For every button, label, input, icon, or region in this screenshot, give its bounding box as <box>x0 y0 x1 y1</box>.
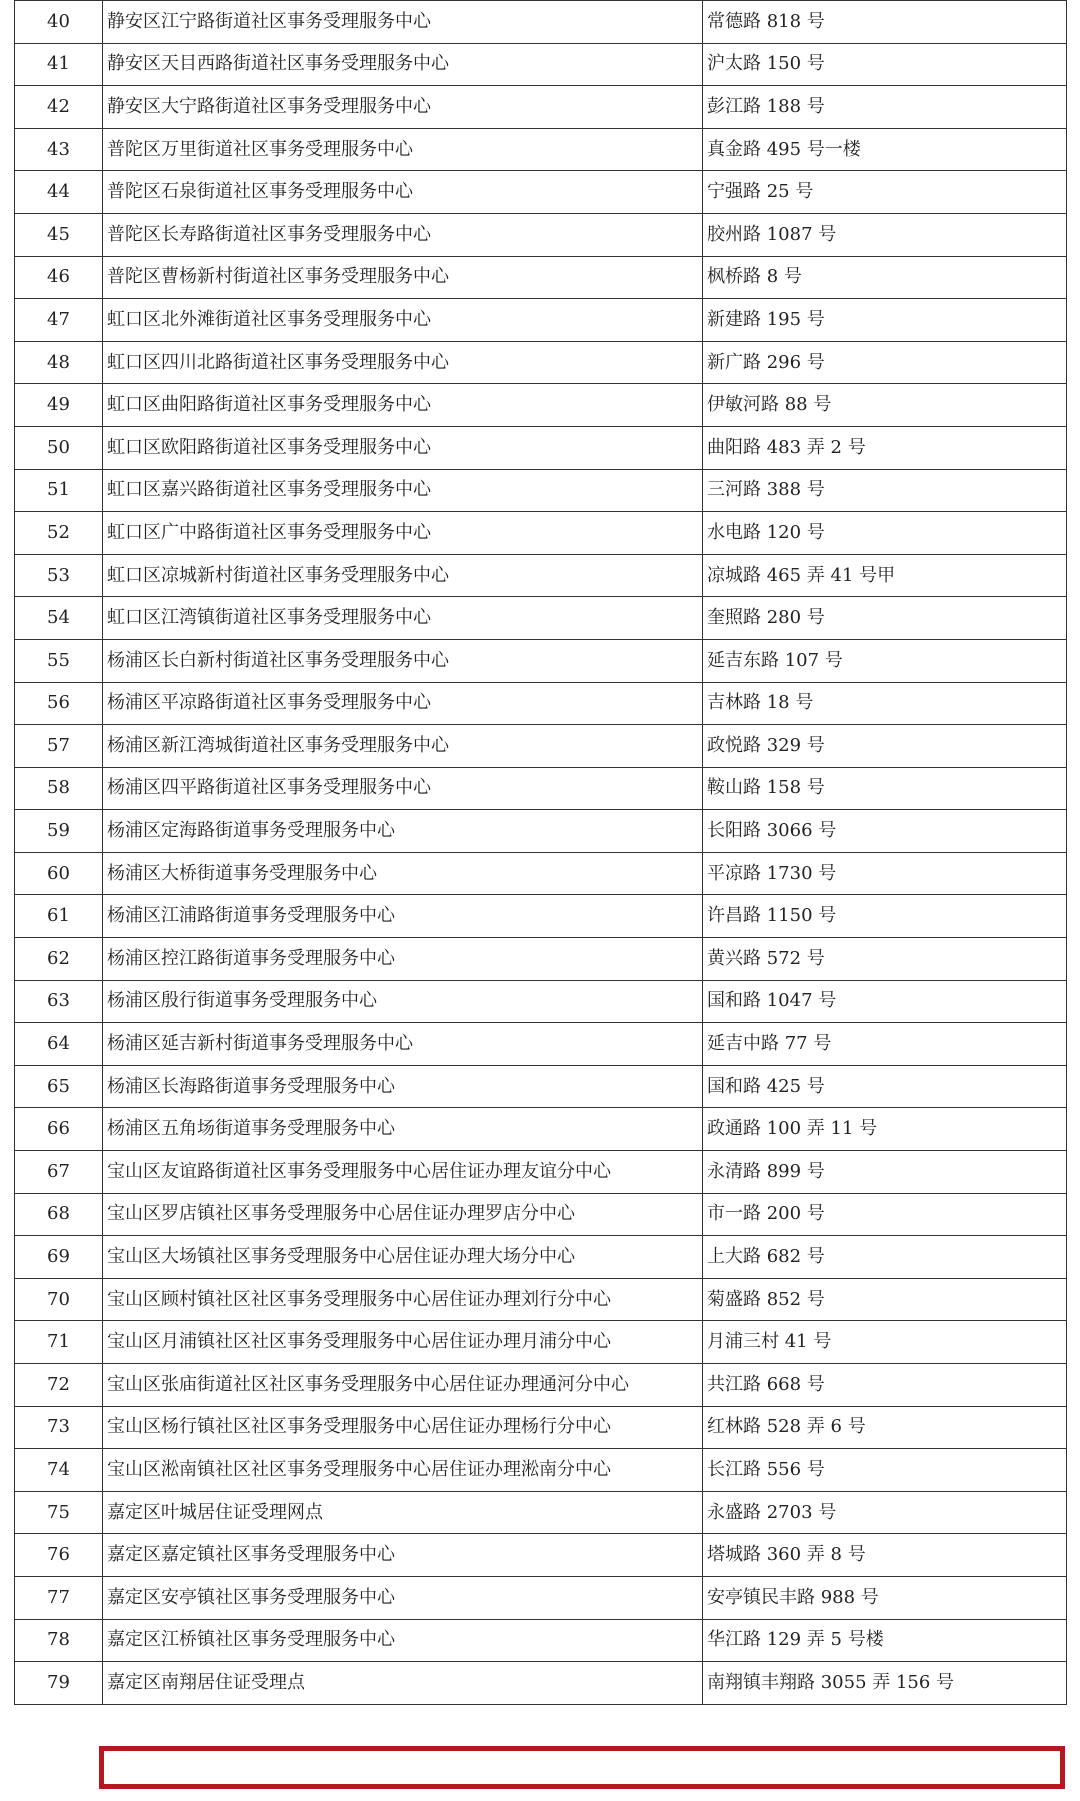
center-address: 黄兴路 572 号 <box>703 938 1067 981</box>
table-row <box>15 1534 1067 1577</box>
table-row <box>15 341 1067 384</box>
center-address: 塔城路 360 弄 8 号 <box>703 1534 1067 1577</box>
table-row <box>15 1023 1067 1066</box>
row-number: 68 <box>15 1193 103 1236</box>
row-number: 42 <box>15 86 103 129</box>
table-row <box>15 1662 1067 1705</box>
table-row <box>15 1 1067 44</box>
center-address: 奎照路 280 号 <box>703 597 1067 640</box>
center-name: 虹口区凉城新村街道社区事务受理服务中心 <box>103 554 703 597</box>
row-number: 76 <box>15 1534 103 1577</box>
center-address: 真金路 495 号一楼 <box>703 128 1067 171</box>
table-row <box>15 938 1067 981</box>
row-number: 67 <box>15 1151 103 1194</box>
center-name: 宝山区顾村镇社区社区事务受理服务中心居住证办理刘行分中心 <box>103 1278 703 1321</box>
table-body <box>15 1 1067 1705</box>
center-name: 宝山区淞南镇社区社区事务受理服务中心居住证办理淞南分中心 <box>103 1449 703 1492</box>
center-name: 静安区天目西路街道社区事务受理服务中心 <box>103 43 703 86</box>
table-row <box>15 384 1067 427</box>
center-address: 政通路 100 弄 11 号 <box>703 1108 1067 1151</box>
center-name: 杨浦区长白新村街道社区事务受理服务中心 <box>103 639 703 682</box>
center-address: 新广路 296 号 <box>703 341 1067 384</box>
center-name: 虹口区江湾镇街道社区事务受理服务中心 <box>103 597 703 640</box>
table-row <box>15 1321 1067 1364</box>
table-row <box>15 597 1067 640</box>
table-row <box>15 1278 1067 1321</box>
center-address: 南翔镇丰翔路 3055 弄 156 号 <box>703 1662 1067 1705</box>
center-address: 胶州路 1087 号 <box>703 213 1067 256</box>
row-number: 44 <box>15 171 103 214</box>
center-address: 菊盛路 852 号 <box>703 1278 1067 1321</box>
center-name: 宝山区杨行镇社区社区事务受理服务中心居住证办理杨行分中心 <box>103 1406 703 1449</box>
table-row <box>15 725 1067 768</box>
center-name: 杨浦区新江湾城街道社区事务受理服务中心 <box>103 725 703 768</box>
table-row <box>15 1151 1067 1194</box>
row-number: 49 <box>15 384 103 427</box>
table-row <box>15 469 1067 512</box>
center-name: 杨浦区殷行街道事务受理服务中心 <box>103 980 703 1023</box>
row-number: 74 <box>15 1449 103 1492</box>
row-number: 55 <box>15 639 103 682</box>
table-row <box>15 1364 1067 1407</box>
center-address: 安亭镇民丰路 988 号 <box>703 1576 1067 1619</box>
table-row <box>15 256 1067 299</box>
center-name: 静安区江宁路街道社区事务受理服务中心 <box>103 1 703 44</box>
table-row <box>15 43 1067 86</box>
row-number: 72 <box>15 1364 103 1407</box>
center-name: 宝山区友谊路街道社区事务受理服务中心居住证办理友谊分中心 <box>103 1151 703 1194</box>
center-address: 长阳路 3066 号 <box>703 810 1067 853</box>
row-number: 78 <box>15 1619 103 1662</box>
table-row <box>15 213 1067 256</box>
table-row <box>15 171 1067 214</box>
row-number: 40 <box>15 1 103 44</box>
center-address: 水电路 120 号 <box>703 512 1067 555</box>
row-number: 66 <box>15 1108 103 1151</box>
row-number: 58 <box>15 767 103 810</box>
center-name: 宝山区大场镇社区事务受理服务中心居住证办理大场分中心 <box>103 1236 703 1279</box>
center-address: 政悦路 329 号 <box>703 725 1067 768</box>
center-name: 虹口区欧阳路街道社区事务受理服务中心 <box>103 426 703 469</box>
center-name: 嘉定区叶城居住证受理网点 <box>103 1491 703 1534</box>
row-number: 61 <box>15 895 103 938</box>
table-row <box>15 426 1067 469</box>
row-number: 60 <box>15 852 103 895</box>
center-address: 国和路 1047 号 <box>703 980 1067 1023</box>
row-number: 56 <box>15 682 103 725</box>
row-number: 63 <box>15 980 103 1023</box>
center-name: 虹口区北外滩街道社区事务受理服务中心 <box>103 299 703 342</box>
center-address: 延吉东路 107 号 <box>703 639 1067 682</box>
center-name: 杨浦区江浦路街道事务受理服务中心 <box>103 895 703 938</box>
center-address: 彭江路 188 号 <box>703 86 1067 129</box>
center-address: 永清路 899 号 <box>703 1151 1067 1194</box>
center-address: 华江路 129 弄 5 号楼 <box>703 1619 1067 1662</box>
table-row <box>15 767 1067 810</box>
row-number: 77 <box>15 1576 103 1619</box>
table-row <box>15 852 1067 895</box>
center-address: 许昌路 1150 号 <box>703 895 1067 938</box>
highlight-box <box>99 1746 1065 1789</box>
center-name: 虹口区四川北路街道社区事务受理服务中心 <box>103 341 703 384</box>
center-name: 嘉定区江桥镇社区事务受理服务中心 <box>103 1619 703 1662</box>
table-row <box>15 639 1067 682</box>
center-name: 杨浦区平凉路街道社区事务受理服务中心 <box>103 682 703 725</box>
center-address: 宁强路 25 号 <box>703 171 1067 214</box>
center-name: 普陀区曹杨新村街道社区事务受理服务中心 <box>103 256 703 299</box>
table-row <box>15 980 1067 1023</box>
center-address: 曲阳路 483 弄 2 号 <box>703 426 1067 469</box>
center-name: 杨浦区控江路街道事务受理服务中心 <box>103 938 703 981</box>
center-name: 嘉定区嘉定镇社区事务受理服务中心 <box>103 1534 703 1577</box>
row-number: 54 <box>15 597 103 640</box>
center-address: 枫桥路 8 号 <box>703 256 1067 299</box>
center-name: 普陀区石泉街道社区事务受理服务中心 <box>103 171 703 214</box>
row-number: 41 <box>15 43 103 86</box>
center-address: 沪太路 150 号 <box>703 43 1067 86</box>
center-name: 杨浦区四平路街道社区事务受理服务中心 <box>103 767 703 810</box>
center-name: 宝山区罗店镇社区事务受理服务中心居住证办理罗店分中心 <box>103 1193 703 1236</box>
center-address: 红林路 528 弄 6 号 <box>703 1406 1067 1449</box>
row-number: 47 <box>15 299 103 342</box>
row-number: 70 <box>15 1278 103 1321</box>
row-number: 71 <box>15 1321 103 1364</box>
table-row <box>15 554 1067 597</box>
center-name: 杨浦区定海路街道事务受理服务中心 <box>103 810 703 853</box>
table-row <box>15 1576 1067 1619</box>
center-name: 嘉定区安亭镇社区事务受理服务中心 <box>103 1576 703 1619</box>
center-address: 凉城路 465 弄 41 号甲 <box>703 554 1067 597</box>
center-name: 杨浦区大桥街道事务受理服务中心 <box>103 852 703 895</box>
center-address: 平凉路 1730 号 <box>703 852 1067 895</box>
row-number: 69 <box>15 1236 103 1279</box>
center-address: 共江路 668 号 <box>703 1364 1067 1407</box>
center-address: 吉林路 18 号 <box>703 682 1067 725</box>
center-name: 静安区大宁路街道社区事务受理服务中心 <box>103 86 703 129</box>
table-row <box>15 1108 1067 1151</box>
table-row <box>15 682 1067 725</box>
row-number: 46 <box>15 256 103 299</box>
table-row <box>15 128 1067 171</box>
row-number: 62 <box>15 938 103 981</box>
table-row <box>15 1193 1067 1236</box>
row-number: 43 <box>15 128 103 171</box>
row-number: 64 <box>15 1023 103 1066</box>
row-number: 50 <box>15 426 103 469</box>
row-number: 59 <box>15 810 103 853</box>
row-number: 75 <box>15 1491 103 1534</box>
row-number: 73 <box>15 1406 103 1449</box>
row-number: 53 <box>15 554 103 597</box>
row-number: 79 <box>15 1662 103 1705</box>
service-center-table <box>14 0 1067 1705</box>
table-row <box>15 1491 1067 1534</box>
row-number: 57 <box>15 725 103 768</box>
center-address: 国和路 425 号 <box>703 1065 1067 1108</box>
table-row <box>15 299 1067 342</box>
center-address: 三河路 388 号 <box>703 469 1067 512</box>
service-center-table-container <box>14 0 1066 1705</box>
center-name: 虹口区嘉兴路街道社区事务受理服务中心 <box>103 469 703 512</box>
center-name: 宝山区月浦镇社区社区事务受理服务中心居住证办理月浦分中心 <box>103 1321 703 1364</box>
row-number: 48 <box>15 341 103 384</box>
center-address: 伊敏河路 88 号 <box>703 384 1067 427</box>
row-number: 65 <box>15 1065 103 1108</box>
row-number: 45 <box>15 213 103 256</box>
table-row <box>15 86 1067 129</box>
center-name: 虹口区曲阳路街道社区事务受理服务中心 <box>103 384 703 427</box>
center-name: 普陀区长寿路街道社区事务受理服务中心 <box>103 213 703 256</box>
center-address: 常德路 818 号 <box>703 1 1067 44</box>
row-number: 52 <box>15 512 103 555</box>
center-name: 普陀区万里街道社区事务受理服务中心 <box>103 128 703 171</box>
table-row <box>15 1406 1067 1449</box>
center-address: 市一路 200 号 <box>703 1193 1067 1236</box>
table-row <box>15 1236 1067 1279</box>
center-name: 杨浦区五角场街道事务受理服务中心 <box>103 1108 703 1151</box>
center-name: 虹口区广中路街道社区事务受理服务中心 <box>103 512 703 555</box>
center-name: 杨浦区长海路街道事务受理服务中心 <box>103 1065 703 1108</box>
center-name: 宝山区张庙街道社区社区事务受理服务中心居住证办理通河分中心 <box>103 1364 703 1407</box>
center-address: 鞍山路 158 号 <box>703 767 1067 810</box>
center-address: 月浦三村 41 号 <box>703 1321 1067 1364</box>
center-address: 长江路 556 号 <box>703 1449 1067 1492</box>
center-address: 上大路 682 号 <box>703 1236 1067 1279</box>
center-address: 延吉中路 77 号 <box>703 1023 1067 1066</box>
center-name: 杨浦区延吉新村街道事务受理服务中心 <box>103 1023 703 1066</box>
table-row <box>15 1619 1067 1662</box>
table-row <box>15 895 1067 938</box>
center-name: 嘉定区南翔居住证受理点 <box>103 1662 703 1705</box>
center-address: 永盛路 2703 号 <box>703 1491 1067 1534</box>
table-row <box>15 1449 1067 1492</box>
row-number: 51 <box>15 469 103 512</box>
center-address: 新建路 195 号 <box>703 299 1067 342</box>
table-row <box>15 810 1067 853</box>
table-row <box>15 1065 1067 1108</box>
table-row <box>15 512 1067 555</box>
